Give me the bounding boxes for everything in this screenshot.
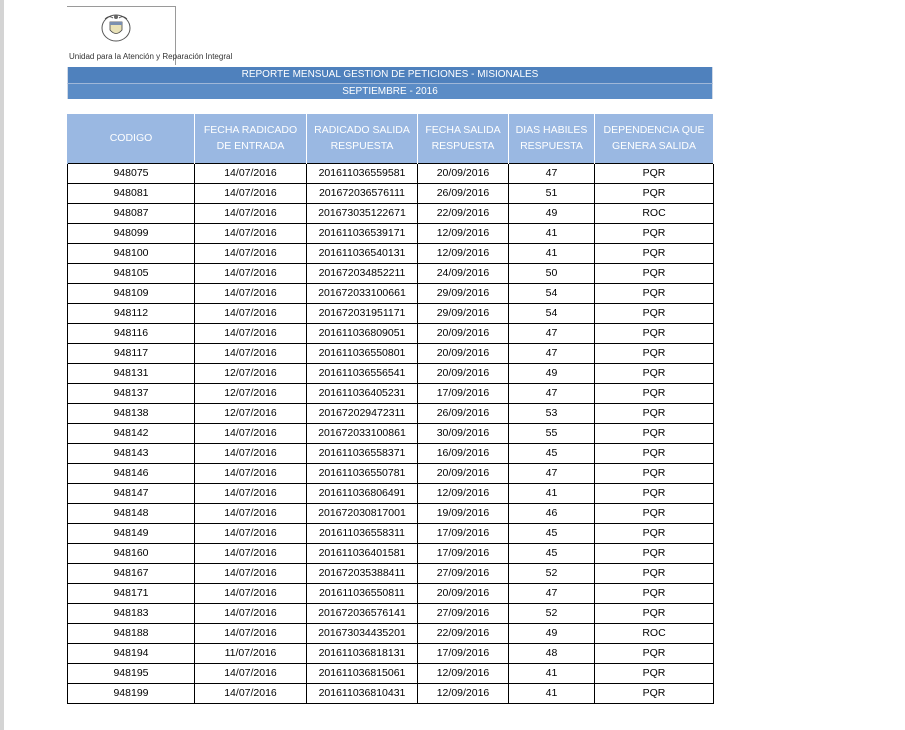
- cell-radicado-salida: 201611036401581: [307, 543, 418, 563]
- table-row: [68, 423, 714, 443]
- cell-fecha-salida: 30/09/2016: [418, 423, 509, 443]
- cell-radicado-salida: 201611036818131: [307, 643, 418, 663]
- cell-fecha-radicado: 14/07/2016: [195, 443, 307, 463]
- cell-fecha-radicado: 14/07/2016: [195, 263, 307, 283]
- cell-fecha-radicado: 14/07/2016: [195, 223, 307, 243]
- cell-fecha-salida: 17/09/2016: [418, 523, 509, 543]
- cell-dias-habiles: 41: [509, 243, 595, 263]
- cell-fecha-salida: 29/09/2016: [418, 303, 509, 323]
- cell-radicado-salida: 201611036540131: [307, 243, 418, 263]
- table-row: [68, 183, 714, 203]
- cell-fecha-salida: 22/09/2016: [418, 623, 509, 643]
- cell-codigo: 948116: [68, 323, 195, 343]
- cell-dependencia: PQR: [595, 303, 714, 323]
- cell-codigo: 948183: [68, 603, 195, 623]
- petitions-table: [67, 114, 714, 704]
- cell-codigo: 948167: [68, 563, 195, 583]
- cell-codigo: 948171: [68, 583, 195, 603]
- cell-radicado-salida: 201611036539171: [307, 223, 418, 243]
- cell-fecha-radicado: 14/07/2016: [195, 543, 307, 563]
- cell-radicado-salida: 201611036558311: [307, 523, 418, 543]
- cell-dias-habiles: 47: [509, 463, 595, 483]
- table-row: [68, 583, 714, 603]
- cell-fecha-radicado: 12/07/2016: [195, 363, 307, 383]
- cell-codigo: 948081: [68, 183, 195, 203]
- cell-dias-habiles: 41: [509, 483, 595, 503]
- logo-text: Unidad para la Atención y Reparación Integral: [69, 52, 233, 61]
- cell-fecha-radicado: 14/07/2016: [195, 163, 307, 183]
- cell-radicado-salida: 201672035388411: [307, 563, 418, 583]
- table-row: [68, 443, 714, 463]
- cell-radicado-salida: 201672036576141: [307, 603, 418, 623]
- cell-dependencia: ROC: [595, 203, 714, 223]
- cell-radicado-salida: 201611036810431: [307, 683, 418, 703]
- cell-fecha-radicado: 14/07/2016: [195, 683, 307, 703]
- cell-codigo: 948149: [68, 523, 195, 543]
- cell-dias-habiles: 55: [509, 423, 595, 443]
- cell-dependencia: PQR: [595, 263, 714, 283]
- page-left-border: [0, 0, 4, 730]
- cell-dependencia: PQR: [595, 383, 714, 403]
- cell-radicado-salida: 201672034852211: [307, 263, 418, 283]
- cell-dias-habiles: 41: [509, 223, 595, 243]
- cell-codigo: 948147: [68, 483, 195, 503]
- cell-dependencia: PQR: [595, 223, 714, 243]
- cell-dias-habiles: 47: [509, 163, 595, 183]
- cell-dias-habiles: 45: [509, 543, 595, 563]
- cell-fecha-salida: 17/09/2016: [418, 643, 509, 663]
- agency-logo: [67, 6, 233, 65]
- cell-dias-habiles: 54: [509, 303, 595, 323]
- cell-fecha-radicado: 14/07/2016: [195, 563, 307, 583]
- cell-codigo: 948142: [68, 423, 195, 443]
- cell-dias-habiles: 45: [509, 523, 595, 543]
- cell-codigo: 948112: [68, 303, 195, 323]
- cell-codigo: 948195: [68, 663, 195, 683]
- table-row: [68, 683, 714, 703]
- cell-fecha-radicado: 12/07/2016: [195, 403, 307, 423]
- cell-codigo: 948105: [68, 263, 195, 283]
- cell-dias-habiles: 53: [509, 403, 595, 423]
- cell-codigo: 948143: [68, 443, 195, 463]
- cell-fecha-salida: 29/09/2016: [418, 283, 509, 303]
- cell-fecha-radicado: 14/07/2016: [195, 623, 307, 643]
- cell-radicado-salida: 201611036809051: [307, 323, 418, 343]
- report-period: SEPTIEMBRE - 2016: [67, 83, 713, 99]
- cell-dependencia: PQR: [595, 403, 714, 423]
- cell-fecha-salida: 20/09/2016: [418, 163, 509, 183]
- cell-dependencia: PQR: [595, 323, 714, 343]
- table-row: [68, 343, 714, 363]
- cell-codigo: 948075: [68, 163, 195, 183]
- cell-dias-habiles: 52: [509, 563, 595, 583]
- cell-codigo: 948131: [68, 363, 195, 383]
- cell-dependencia: PQR: [595, 443, 714, 463]
- cell-dias-habiles: 51: [509, 183, 595, 203]
- cell-radicado-salida: 201672030817001: [307, 503, 418, 523]
- cell-radicado-salida: 201673035122671: [307, 203, 418, 223]
- cell-fecha-radicado: 14/07/2016: [195, 203, 307, 223]
- cell-radicado-salida: 201611036558371: [307, 443, 418, 463]
- table-row: [68, 303, 714, 323]
- cell-dias-habiles: 47: [509, 343, 595, 363]
- cell-dias-habiles: 54: [509, 283, 595, 303]
- cell-dias-habiles: 46: [509, 503, 595, 523]
- table-header-row: [68, 114, 714, 163]
- cell-dependencia: PQR: [595, 483, 714, 503]
- cell-codigo: 948146: [68, 463, 195, 483]
- column-header-fecha-salida: FECHA SALIDA RESPUESTA: [418, 114, 509, 163]
- cell-dependencia: PQR: [595, 543, 714, 563]
- cell-dias-habiles: 48: [509, 643, 595, 663]
- cell-fecha-salida: 20/09/2016: [418, 323, 509, 343]
- cell-dependencia: PQR: [595, 563, 714, 583]
- cell-fecha-salida: 26/09/2016: [418, 403, 509, 423]
- cell-fecha-radicado: 14/07/2016: [195, 323, 307, 343]
- cell-dependencia: PQR: [595, 283, 714, 303]
- cell-codigo: 948199: [68, 683, 195, 703]
- table-row: [68, 243, 714, 263]
- cell-fecha-salida: 12/09/2016: [418, 483, 509, 503]
- cell-fecha-radicado: 14/07/2016: [195, 283, 307, 303]
- table-row: [68, 163, 714, 183]
- cell-dias-habiles: 52: [509, 603, 595, 623]
- cell-codigo: 948087: [68, 203, 195, 223]
- cell-codigo: 948117: [68, 343, 195, 363]
- column-header-codigo: CODIGO: [68, 114, 195, 163]
- table-row: [68, 483, 714, 503]
- cell-fecha-salida: 27/09/2016: [418, 563, 509, 583]
- cell-fecha-salida: 12/09/2016: [418, 223, 509, 243]
- cell-dias-habiles: 49: [509, 623, 595, 643]
- table-row: [68, 223, 714, 243]
- cell-dias-habiles: 45: [509, 443, 595, 463]
- cell-dependencia: ROC: [595, 623, 714, 643]
- column-header-fecha-radicado: FECHA RADICADO DE ENTRADA: [195, 114, 307, 163]
- cell-dependencia: PQR: [595, 463, 714, 483]
- cell-fecha-radicado: 12/07/2016: [195, 383, 307, 403]
- cell-fecha-salida: 20/09/2016: [418, 463, 509, 483]
- cell-dependencia: PQR: [595, 683, 714, 703]
- cell-fecha-radicado: 14/07/2016: [195, 603, 307, 623]
- table-row: [68, 643, 714, 663]
- cell-fecha-salida: 26/09/2016: [418, 183, 509, 203]
- cell-dependencia: PQR: [595, 663, 714, 683]
- cell-dias-habiles: 49: [509, 203, 595, 223]
- cell-dependencia: PQR: [595, 343, 714, 363]
- cell-radicado-salida: 201611036550781: [307, 463, 418, 483]
- cell-fecha-radicado: 14/07/2016: [195, 463, 307, 483]
- table-row: [68, 603, 714, 623]
- cell-fecha-radicado: 14/07/2016: [195, 583, 307, 603]
- cell-codigo: 948109: [68, 283, 195, 303]
- cell-radicado-salida: 201611036405231: [307, 383, 418, 403]
- cell-fecha-radicado: 14/07/2016: [195, 483, 307, 503]
- cell-codigo: 948099: [68, 223, 195, 243]
- cell-fecha-salida: 22/09/2016: [418, 203, 509, 223]
- cell-fecha-salida: 20/09/2016: [418, 363, 509, 383]
- cell-fecha-salida: 20/09/2016: [418, 343, 509, 363]
- coat-of-arms-icon: [99, 13, 133, 43]
- cell-codigo: 948160: [68, 543, 195, 563]
- cell-dias-habiles: 41: [509, 683, 595, 703]
- cell-codigo: 948188: [68, 623, 195, 643]
- table-row: [68, 623, 714, 643]
- cell-dependencia: PQR: [595, 643, 714, 663]
- report-title: REPORTE MENSUAL GESTION DE PETICIONES - MISIONALES: [67, 67, 713, 83]
- table-row: [68, 383, 714, 403]
- cell-dias-habiles: 47: [509, 323, 595, 343]
- cell-codigo: 948100: [68, 243, 195, 263]
- cell-fecha-salida: 24/09/2016: [418, 263, 509, 283]
- cell-fecha-salida: 12/09/2016: [418, 683, 509, 703]
- table-row: [68, 663, 714, 683]
- cell-fecha-radicado: 14/07/2016: [195, 523, 307, 543]
- cell-dependencia: PQR: [595, 243, 714, 263]
- cell-fecha-radicado: 14/07/2016: [195, 663, 307, 683]
- table-row: [68, 363, 714, 383]
- cell-dependencia: PQR: [595, 183, 714, 203]
- cell-dias-habiles: 47: [509, 383, 595, 403]
- table-row: [68, 263, 714, 283]
- cell-fecha-radicado: 14/07/2016: [195, 503, 307, 523]
- cell-dias-habiles: 47: [509, 583, 595, 603]
- cell-fecha-salida: 17/09/2016: [418, 383, 509, 403]
- cell-fecha-radicado: 14/07/2016: [195, 343, 307, 363]
- cell-dependencia: PQR: [595, 423, 714, 443]
- cell-codigo: 948137: [68, 383, 195, 403]
- cell-radicado-salida: 201611036550801: [307, 343, 418, 363]
- cell-radicado-salida: 201672033100861: [307, 423, 418, 443]
- cell-radicado-salida: 201611036559581: [307, 163, 418, 183]
- cell-codigo: 948148: [68, 503, 195, 523]
- cell-fecha-salida: 12/09/2016: [418, 663, 509, 683]
- cell-fecha-salida: 27/09/2016: [418, 603, 509, 623]
- column-header-radicado-salida: RADICADO SALIDA RESPUESTA: [307, 114, 418, 163]
- cell-fecha-salida: 19/09/2016: [418, 503, 509, 523]
- cell-codigo: 948194: [68, 643, 195, 663]
- cell-dias-habiles: 50: [509, 263, 595, 283]
- cell-radicado-salida: 201611036815061: [307, 663, 418, 683]
- cell-dependencia: PQR: [595, 163, 714, 183]
- cell-fecha-salida: 20/09/2016: [418, 583, 509, 603]
- table-row: [68, 403, 714, 423]
- cell-dependencia: PQR: [595, 523, 714, 543]
- cell-dependencia: PQR: [595, 583, 714, 603]
- table-row: [68, 283, 714, 303]
- cell-dependencia: PQR: [595, 363, 714, 383]
- cell-radicado-salida: 201611036550811: [307, 583, 418, 603]
- column-header-dias-habiles: DIAS HABILES RESPUESTA: [509, 114, 595, 163]
- cell-radicado-salida: 201672031951171: [307, 303, 418, 323]
- cell-fecha-salida: 12/09/2016: [418, 243, 509, 263]
- cell-fecha-radicado: 11/07/2016: [195, 643, 307, 663]
- cell-radicado-salida: 201672033100661: [307, 283, 418, 303]
- cell-fecha-salida: 17/09/2016: [418, 543, 509, 563]
- table-row: [68, 323, 714, 343]
- cell-fecha-radicado: 14/07/2016: [195, 303, 307, 323]
- cell-radicado-salida: 201611036806491: [307, 483, 418, 503]
- cell-fecha-radicado: 14/07/2016: [195, 423, 307, 443]
- table-row: [68, 543, 714, 563]
- cell-radicado-salida: 201672029472311: [307, 403, 418, 423]
- table-row: [68, 523, 714, 543]
- column-header-dependencia: DEPENDENCIA QUE GENERA SALIDA: [595, 114, 714, 163]
- table-body: [68, 163, 714, 703]
- cell-fecha-radicado: 14/07/2016: [195, 183, 307, 203]
- cell-dias-habiles: 41: [509, 663, 595, 683]
- table-row: [68, 503, 714, 523]
- cell-fecha-radicado: 14/07/2016: [195, 243, 307, 263]
- table-row: [68, 563, 714, 583]
- cell-dependencia: PQR: [595, 603, 714, 623]
- table-row: [68, 203, 714, 223]
- cell-radicado-salida: 201673034435201: [307, 623, 418, 643]
- table-row: [68, 463, 714, 483]
- cell-dias-habiles: 49: [509, 363, 595, 383]
- cell-radicado-salida: 201672036576111: [307, 183, 418, 203]
- cell-radicado-salida: 201611036556541: [307, 363, 418, 383]
- cell-dependencia: PQR: [595, 503, 714, 523]
- cell-codigo: 948138: [68, 403, 195, 423]
- cell-fecha-salida: 16/09/2016: [418, 443, 509, 463]
